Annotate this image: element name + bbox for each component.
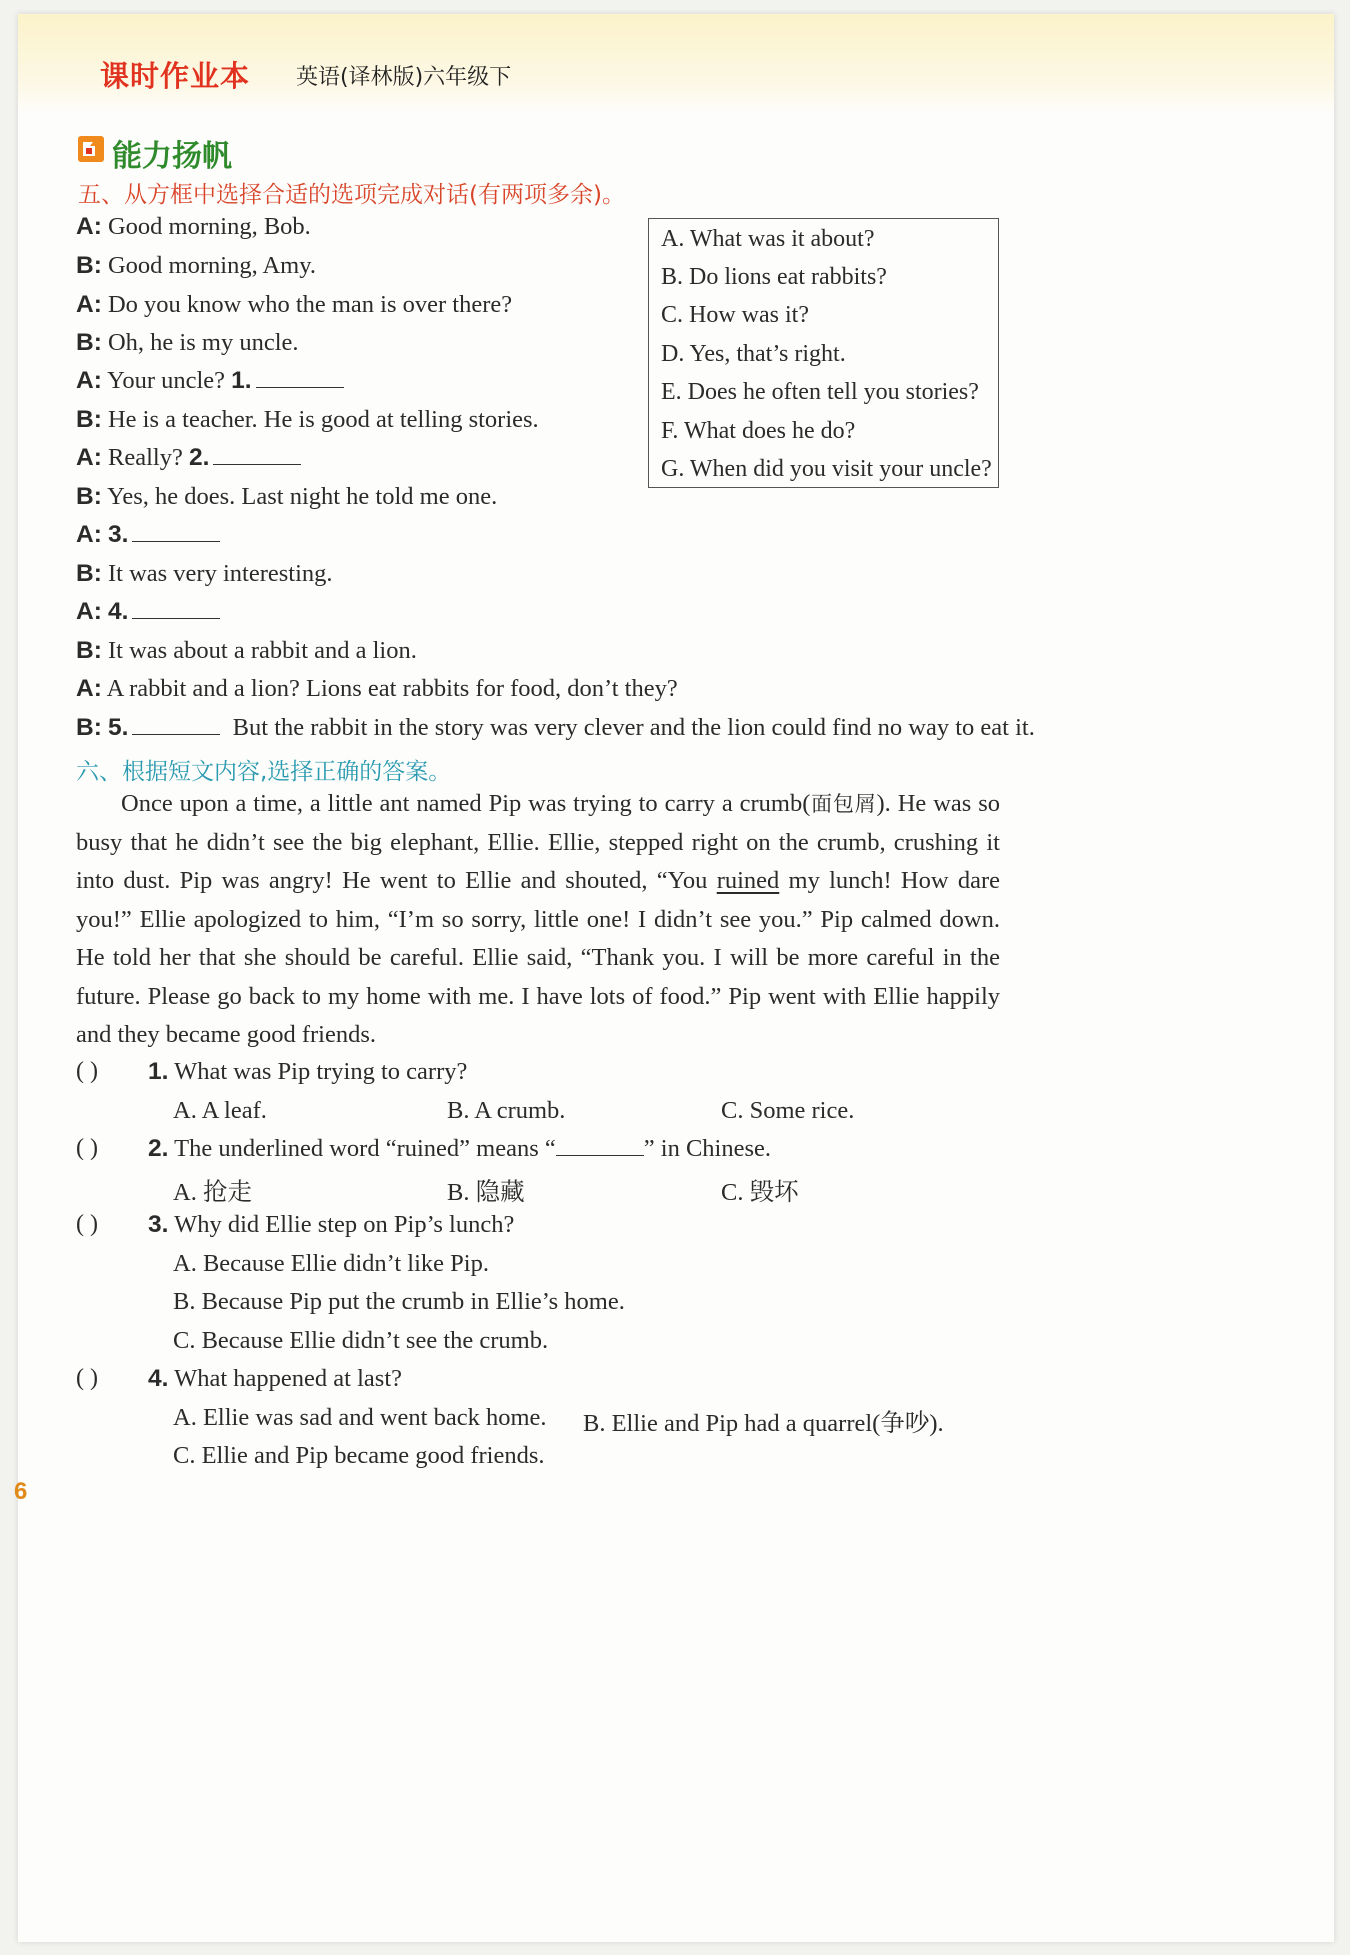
q4-choice-a[interactable]: A. Ellie was sad and went back home. <box>173 1404 547 1431</box>
dialogue-line-3: A: Do you know who the man is over there? <box>76 291 513 318</box>
answer-blank-4[interactable] <box>132 598 220 619</box>
answer-bracket-2[interactable]: ( ) <box>76 1135 98 1161</box>
dialogue-line-12: B: It was about a rabbit and a lion. <box>76 637 417 664</box>
q4-choice-b[interactable]: B. Ellie and Pip had a quarrel(争吵). <box>583 1410 944 1437</box>
q3-choice-a[interactable]: A. Because Ellie didn’t like Pip. <box>173 1250 489 1277</box>
question-2: 2. The underlined word “ruined” means “ ” in Chinese. <box>148 1135 772 1162</box>
answer-blank-1[interactable] <box>256 367 344 388</box>
option-f: F. What does he do? <box>661 418 856 444</box>
option-g: G. When did you visit your uncle? <box>661 456 992 482</box>
part5-instruction: 五、从方框中选择合适的选项完成对话(有两项多余)。 <box>78 182 625 208</box>
option-a: A. What was it about? <box>661 226 875 252</box>
dialogue-line-2: B: Good morning, Amy. <box>76 252 317 279</box>
dialogue-line-8: B: Yes, he does. Last night he told me one. <box>76 483 498 510</box>
option-d: D. Yes, that’s right. <box>661 341 846 367</box>
answer-bracket-1[interactable]: ( ) <box>76 1058 98 1084</box>
section-flag-icon <box>78 136 104 162</box>
q2-choice-c[interactable]: C. 毁坏 <box>721 1179 799 1206</box>
part6-instruction: 六、根据短文内容,选择正确的答案。 <box>76 759 452 785</box>
book-title: 课时作业本 <box>100 59 251 93</box>
dialogue-line-1: A: Good morning, Bob. <box>76 213 311 240</box>
option-c: C. How was it? <box>661 302 809 328</box>
question-3: 3. Why did Ellie step on Pip’s lunch? <box>148 1211 515 1238</box>
q2-choice-b[interactable]: B. 隐藏 <box>447 1179 525 1206</box>
answer-blank-2[interactable] <box>213 444 301 465</box>
q2-blank[interactable] <box>556 1135 644 1156</box>
answer-blank-3[interactable] <box>132 521 220 542</box>
q2-choice-a[interactable]: A. 抢走 <box>173 1179 252 1206</box>
question-4: 4. What happened at last? <box>148 1365 403 1392</box>
dialogue-line-11: A: 4. <box>76 597 220 627</box>
dialogue-line-6: B: He is a teacher. He is good at telling stories. <box>76 406 539 433</box>
answer-bracket-4[interactable]: ( ) <box>76 1365 98 1391</box>
q4-choice-c[interactable]: C. Ellie and Pip became good friends. <box>173 1442 545 1469</box>
dialogue-line-10: B: It was very interesting. <box>76 560 333 587</box>
page-number: 6 <box>14 1478 28 1505</box>
answer-bracket-3[interactable]: ( ) <box>76 1211 98 1237</box>
dialogue-line-7: A: Really? 2. <box>76 443 301 473</box>
options-box <box>648 218 999 488</box>
section-title: 能力扬帆 <box>112 139 232 174</box>
answer-blank-5[interactable] <box>132 714 220 735</box>
dialogue-line-4: B: Oh, he is my uncle. <box>76 329 299 356</box>
reading-passage: Once upon a time, a little ant named Pip was trying to carry a crumb(面包屑). He was so busy that he didn’t see the big elephant, Ellie. Ellie, stepped right on the crumb, crushing it into dust. Pip was angry! He went to Ellie and shouted, “You ruined my lunch! How dare you!” Ellie apologized to him, “I’m so sorry, little one! I didn’t see you.” Pip calmed down. He told her that she should be careful. Ellie said, “Thank you. I will be more careful in the future. Please go back to my home with me. I have lots of food.” Pip went with Ellie happily and they became good friends. <box>76 790 1000 1048</box>
q3-choice-c[interactable]: C. Because Ellie didn’t see the crumb. <box>173 1327 549 1354</box>
q1-choice-b[interactable]: B. A crumb. <box>447 1097 566 1124</box>
dialogue-line-14: B: 5. But the rabbit in the story was very clever and the lion could find no way to eat it. <box>76 714 1035 741</box>
dialogue-line-9: A: 3. <box>76 520 220 550</box>
book-subtitle: 英语(译林版)六年级下 <box>296 65 512 90</box>
q1-choice-c[interactable]: C. Some rice. <box>721 1097 855 1124</box>
dialogue-line-13: A: A rabbit and a lion? Lions eat rabbits for food, don’t they? <box>76 675 678 702</box>
option-b: B. Do lions eat rabbits? <box>661 264 887 290</box>
option-e: E. Does he often tell you stories? <box>661 379 979 405</box>
question-1: 1. What was Pip trying to carry? <box>148 1058 468 1085</box>
q3-choice-b[interactable]: B. Because Pip put the crumb in Ellie’s home. <box>173 1288 625 1315</box>
q1-choice-a[interactable]: A. A leaf. <box>173 1097 267 1124</box>
dialogue-line-5: A: Your uncle? 1. <box>76 366 344 396</box>
underlined-word: ruined <box>716 867 780 894</box>
